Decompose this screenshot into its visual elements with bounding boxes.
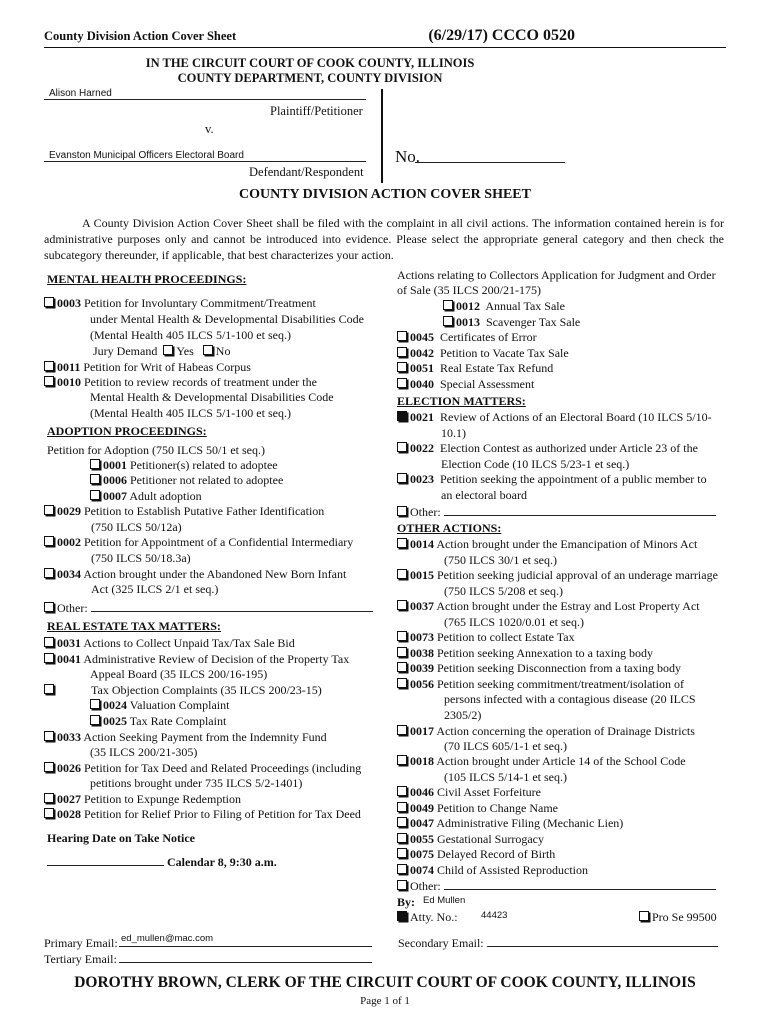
- checkbox-0049[interactable]: [397, 802, 407, 812]
- option-0037-line2: (765 ILCS 1020/0.01 et seq.): [444, 615, 584, 629]
- checkbox-0018[interactable]: [397, 755, 407, 765]
- option-0028[interactable]: 0028 Petition for Relief Prior to Filing of Petition for Tax Deed: [44, 807, 361, 822]
- header-rule: [44, 47, 726, 48]
- option-0041[interactable]: 0041 Administrative Review of Decision of the Property Tax: [44, 652, 349, 667]
- option-0055[interactable]: 0055 Gestational Surrogacy: [397, 832, 544, 847]
- secondary-email-field[interactable]: [487, 946, 718, 947]
- checkbox-0003[interactable]: [44, 297, 54, 307]
- option-0003-line3: (Mental Health 405 ILCS 5/1-100 et seq.): [90, 328, 291, 342]
- checkbox-0011[interactable]: [44, 361, 54, 371]
- clerk-footer: DOROTHY BROWN, CLERK OF THE CIRCUIT COURT OF COOK COUNTY, ILLINOIS: [74, 974, 696, 991]
- court-name: IN THE CIRCUIT COURT OF COOK COUNTY, ILLINOIS: [145, 56, 475, 70]
- checkbox-0074[interactable]: [397, 864, 407, 874]
- checkbox-0047[interactable]: [397, 817, 407, 827]
- option-0024[interactable]: 0024 Valuation Complaint: [90, 698, 229, 713]
- option-0037[interactable]: 0037 Action brought under the Estray and Lost Property Act: [397, 599, 700, 614]
- checkbox-0001[interactable]: [90, 459, 100, 469]
- section-mental-health: MENTAL HEALTH PROCEEDINGS:: [47, 272, 247, 286]
- checkbox-0073[interactable]: [397, 631, 407, 641]
- option-other-election[interactable]: Other:: [397, 504, 716, 520]
- checkbox-0024[interactable]: [90, 699, 100, 709]
- calendar-line: Calendar 8, 9:30 a.m.: [47, 854, 277, 870]
- option-0039[interactable]: 0039 Petition seeking Disconnection from a taxing body: [397, 661, 681, 676]
- option-0056[interactable]: 0056 Petition seeking commitment/treatment/isolation of: [397, 677, 684, 692]
- option-0021[interactable]: 0021 Review of Actions of an Electoral Board (10 ILCS 5/10-: [397, 410, 712, 425]
- jury-demand: Jury Demand Yes No: [93, 344, 231, 358]
- checkbox-jury-yes[interactable]: [163, 345, 173, 355]
- option-other-adoption[interactable]: Other:: [44, 600, 373, 616]
- case-number-label: No.: [395, 147, 421, 166]
- option-0026[interactable]: 0026 Petition for Tax Deed and Related Proceedings (including: [44, 761, 361, 776]
- checkbox-0045[interactable]: [397, 331, 407, 341]
- option-0041-line2: Appeal Board (35 ILCS 200/16-195): [90, 667, 268, 681]
- option-0015-line2: (750 ILCS 5/208 et seq.): [444, 584, 563, 598]
- option-tax-objection[interactable]: Tax Objection Complaints (35 ILCS 200/23-15): [44, 683, 322, 698]
- checkbox-0041[interactable]: [44, 653, 54, 663]
- checkbox-attorney-checked[interactable]: [397, 911, 407, 921]
- option-0012[interactable]: 0012 Annual Tax Sale: [443, 299, 565, 314]
- checkbox-0014[interactable]: [397, 538, 407, 548]
- option-0047[interactable]: 0047 Administrative Filing (Mechanic Lien): [397, 816, 623, 831]
- option-0010-line2: Mental Health & Developmental Disabilities Code: [90, 390, 334, 404]
- option-0023[interactable]: 0023 Petition seeking the appointment of a public member to: [397, 472, 707, 487]
- caption-divider: [381, 89, 383, 183]
- plaintiff-label: Plaintiff/Petitioner: [270, 104, 363, 118]
- option-0038[interactable]: 0038 Petition seeking Annexation to a taxing body: [397, 646, 653, 661]
- option-0014[interactable]: 0014 Action brought under the Emancipation of Minors Act: [397, 537, 697, 552]
- option-0002-line2: (750 ILCS 50/18.3a): [91, 551, 191, 565]
- checkbox-0075[interactable]: [397, 848, 407, 858]
- option-0015[interactable]: 0015 Petition seeking judicial approval of an underage marriage: [397, 568, 718, 583]
- checkbox-0017[interactable]: [397, 725, 407, 735]
- checkbox-0040[interactable]: [397, 378, 407, 388]
- option-0049[interactable]: 0049 Petition to Change Name: [397, 801, 558, 816]
- checkbox-0051[interactable]: [397, 362, 407, 372]
- checkbox-0034[interactable]: [44, 568, 54, 578]
- primary-email-line: [119, 946, 372, 947]
- option-0025[interactable]: 0025 Tax Rate Complaint: [90, 714, 226, 729]
- option-0074[interactable]: 0074 Child of Assisted Reproduction: [397, 863, 588, 878]
- option-0006[interactable]: 0006 Petitioner not related to adoptee: [90, 473, 283, 488]
- option-0022-line2: Election Code (10 ILCS 5/23-1 et seq.): [441, 457, 630, 471]
- checkbox-0002[interactable]: [44, 536, 54, 546]
- checkbox-0055[interactable]: [397, 833, 407, 843]
- option-0029[interactable]: 0029 Petition to Establish Putative Father Identification: [44, 504, 324, 519]
- defendant-label: Defendant/Respondent: [249, 165, 364, 179]
- hearing-date-label: Hearing Date on Take Notice: [47, 831, 195, 845]
- checkbox-0013[interactable]: [443, 316, 453, 326]
- option-0051[interactable]: 0051 Real Estate Tax Refund: [397, 361, 553, 376]
- checkbox-pro-se[interactable]: [639, 911, 649, 921]
- case-number-field[interactable]: [415, 162, 565, 163]
- collectors-heading: Actions relating to Collectors Application for Judgment and Order: [397, 268, 716, 282]
- form-number: (6/29/17) CCCO 0520: [428, 27, 575, 44]
- checkbox-0038[interactable]: [397, 647, 407, 657]
- other-adoption-field[interactable]: [91, 600, 373, 612]
- form-header-title: County Division Action Cover Sheet: [44, 29, 237, 43]
- defendant-name-field[interactable]: Evanston Municipal Officers Electoral Board: [49, 150, 244, 161]
- option-0007[interactable]: 0007 Adult adoption: [90, 489, 202, 504]
- secondary-email-label: Secondary Email:: [398, 936, 484, 950]
- attorney-number-row: Atty. No.:: [397, 910, 458, 925]
- checkbox-0039[interactable]: [397, 662, 407, 672]
- page-title: COUNTY DIVISION ACTION COVER SHEET: [239, 187, 531, 202]
- option-0033[interactable]: 0033 Action Seeking Payment from the Indemnity Fund: [44, 730, 327, 745]
- option-0021-line2: 10.1): [441, 426, 466, 440]
- checkbox-tax-objection[interactable]: [44, 684, 54, 694]
- other-actions-field[interactable]: [444, 878, 716, 890]
- tertiary-email-field[interactable]: [119, 962, 372, 963]
- checkbox-0027[interactable]: [44, 793, 54, 803]
- checkbox-0037[interactable]: [397, 600, 407, 610]
- page-number: Page 1 of 1: [360, 995, 410, 1007]
- section-other-actions: OTHER ACTIONS:: [397, 521, 502, 535]
- checkbox-0031[interactable]: [44, 637, 54, 647]
- option-0011[interactable]: 0011 Petition for Writ of Habeas Corpus: [44, 360, 251, 375]
- option-0045[interactable]: 0045 Certificates of Error: [397, 330, 537, 345]
- option-0075[interactable]: 0075 Delayed Record of Birth: [397, 847, 555, 862]
- option-0001[interactable]: 0001 Petitioner(s) related to adoptee: [90, 458, 278, 473]
- checkbox-other-actions[interactable]: [397, 880, 407, 890]
- option-0018[interactable]: 0018 Action brought under Article 14 of the School Code: [397, 754, 686, 769]
- checkbox-0012[interactable]: [443, 300, 453, 310]
- other-election-field[interactable]: [444, 504, 716, 516]
- by-label: By:: [397, 895, 415, 909]
- option-0013[interactable]: 0013 Scavenger Tax Sale: [443, 315, 580, 330]
- checkbox-0015[interactable]: [397, 569, 407, 579]
- adoption-petition: Petition for Adoption (750 ILCS 50/1 et seq.): [47, 443, 265, 457]
- versus-label: v.: [205, 122, 214, 136]
- checkbox-0028[interactable]: [44, 808, 54, 818]
- option-0022[interactable]: 0022 Election Contest as authorized under Article 23 of the: [397, 441, 698, 456]
- hearing-date-field[interactable]: [47, 854, 164, 866]
- pro-se-option[interactable]: Pro Se 99500: [639, 910, 717, 925]
- checkbox-0025[interactable]: [90, 715, 100, 725]
- attorney-number-field[interactable]: 44423: [481, 910, 508, 921]
- option-0046[interactable]: 0046 Civil Asset Forfeiture: [397, 785, 541, 800]
- option-0033-line2: (35 ILCS 200/21-305): [90, 745, 198, 759]
- option-0003[interactable]: 0003 Petition for Involuntary Commitment/Treatment: [44, 296, 316, 311]
- option-0026-line2: petitions brought under 735 ILCS 5/2-1401): [90, 776, 303, 790]
- option-0010[interactable]: 0010 Petition to review records of treatment under the: [44, 375, 317, 390]
- option-0056-line2: persons infected with a contagious disease (20 ILCS: [444, 692, 696, 706]
- option-0029-line2: (750 ILCS 50/12a): [91, 520, 182, 534]
- option-0034[interactable]: 0034 Action brought under the Abandoned New Born Infant: [44, 567, 346, 582]
- option-0003-line2: under Mental Health & Developmental Disabilities Code: [90, 312, 364, 326]
- defendant-line: [44, 161, 366, 162]
- collectors-heading-line2: of Sale (35 ILCS 200/21-175): [397, 283, 541, 297]
- option-0014-line2: (750 ILCS 30/1 et seq.): [444, 553, 557, 567]
- checkbox-0026[interactable]: [44, 762, 54, 772]
- checkbox-0056[interactable]: [397, 678, 407, 688]
- option-0027[interactable]: 0027 Petition to Expunge Redemption: [44, 792, 241, 807]
- checkbox-0021-checked[interactable]: [397, 411, 407, 421]
- option-0010-line3: (Mental Health 405 ILCS 5/1-100 et seq.): [90, 406, 291, 420]
- primary-email-label: Primary Email:: [44, 936, 118, 950]
- option-0073[interactable]: 0073 Petition to collect Estate Tax: [397, 630, 575, 645]
- plaintiff-line: [44, 99, 366, 100]
- by-field[interactable]: Ed Mullen: [423, 895, 466, 906]
- section-adoption: ADOPTION PROCEEDINGS:: [47, 424, 207, 438]
- option-0031[interactable]: 0031 Actions to Collect Unpaid Tax/Tax Sale Bid: [44, 636, 295, 651]
- option-0018-line2: (105 ILCS 5/14-1 et seq.): [444, 770, 567, 784]
- checkbox-0046[interactable]: [397, 786, 407, 796]
- checkbox-other-election[interactable]: [397, 506, 407, 516]
- checkbox-jury-no[interactable]: [203, 345, 213, 355]
- primary-email-field[interactable]: ed_mullen@mac.com: [121, 933, 214, 944]
- option-0017-line2: (70 ILCS 605/1-1 et seq.): [444, 739, 567, 753]
- section-election: ELECTION MATTERS:: [397, 394, 526, 408]
- checkbox-0006[interactable]: [90, 474, 100, 484]
- checkbox-0029[interactable]: [44, 505, 54, 515]
- checkbox-0042[interactable]: [397, 347, 407, 357]
- checkbox-other-adoption[interactable]: [44, 602, 54, 612]
- option-other-actions[interactable]: Other:: [397, 878, 716, 894]
- section-real-estate-tax: REAL ESTATE TAX MATTERS:: [47, 619, 221, 633]
- checkbox-0007[interactable]: [90, 490, 100, 500]
- checkbox-0022[interactable]: [397, 442, 407, 452]
- option-0042[interactable]: 0042 Petition to Vacate Tax Sale: [397, 346, 569, 361]
- checkbox-0023[interactable]: [397, 473, 407, 483]
- option-0040[interactable]: 0040 Special Assessment: [397, 377, 534, 392]
- tertiary-email-label: Tertiary Email:: [44, 952, 117, 966]
- plaintiff-name-field[interactable]: Alison Harned: [49, 88, 112, 99]
- option-0017[interactable]: 0017 Action concerning the operation of Drainage Districts: [397, 724, 695, 739]
- checkbox-0010[interactable]: [44, 376, 54, 386]
- option-0034-line2: Act (325 ILCS 2/1 et seq.): [91, 582, 219, 596]
- option-0002[interactable]: 0002 Petition for Appointment of a Confidential Intermediary: [44, 535, 353, 550]
- intro-paragraph: A County Division Action Cover Sheet shall be filed with the complaint in all civil actions. The information contained herein is for administrative purposes only and cannot be introduced into evidence. Please select the appropriate general category and then check the subcategory thereunder, if applicable, that best characterizes your action.: [44, 216, 724, 262]
- court-department: COUNTY DEPARTMENT, COUNTY DIVISION: [177, 71, 443, 85]
- option-0056-line3: 2305/2): [444, 708, 482, 722]
- checkbox-0033[interactable]: [44, 731, 54, 741]
- option-0023-line2: an electoral board: [441, 488, 527, 502]
